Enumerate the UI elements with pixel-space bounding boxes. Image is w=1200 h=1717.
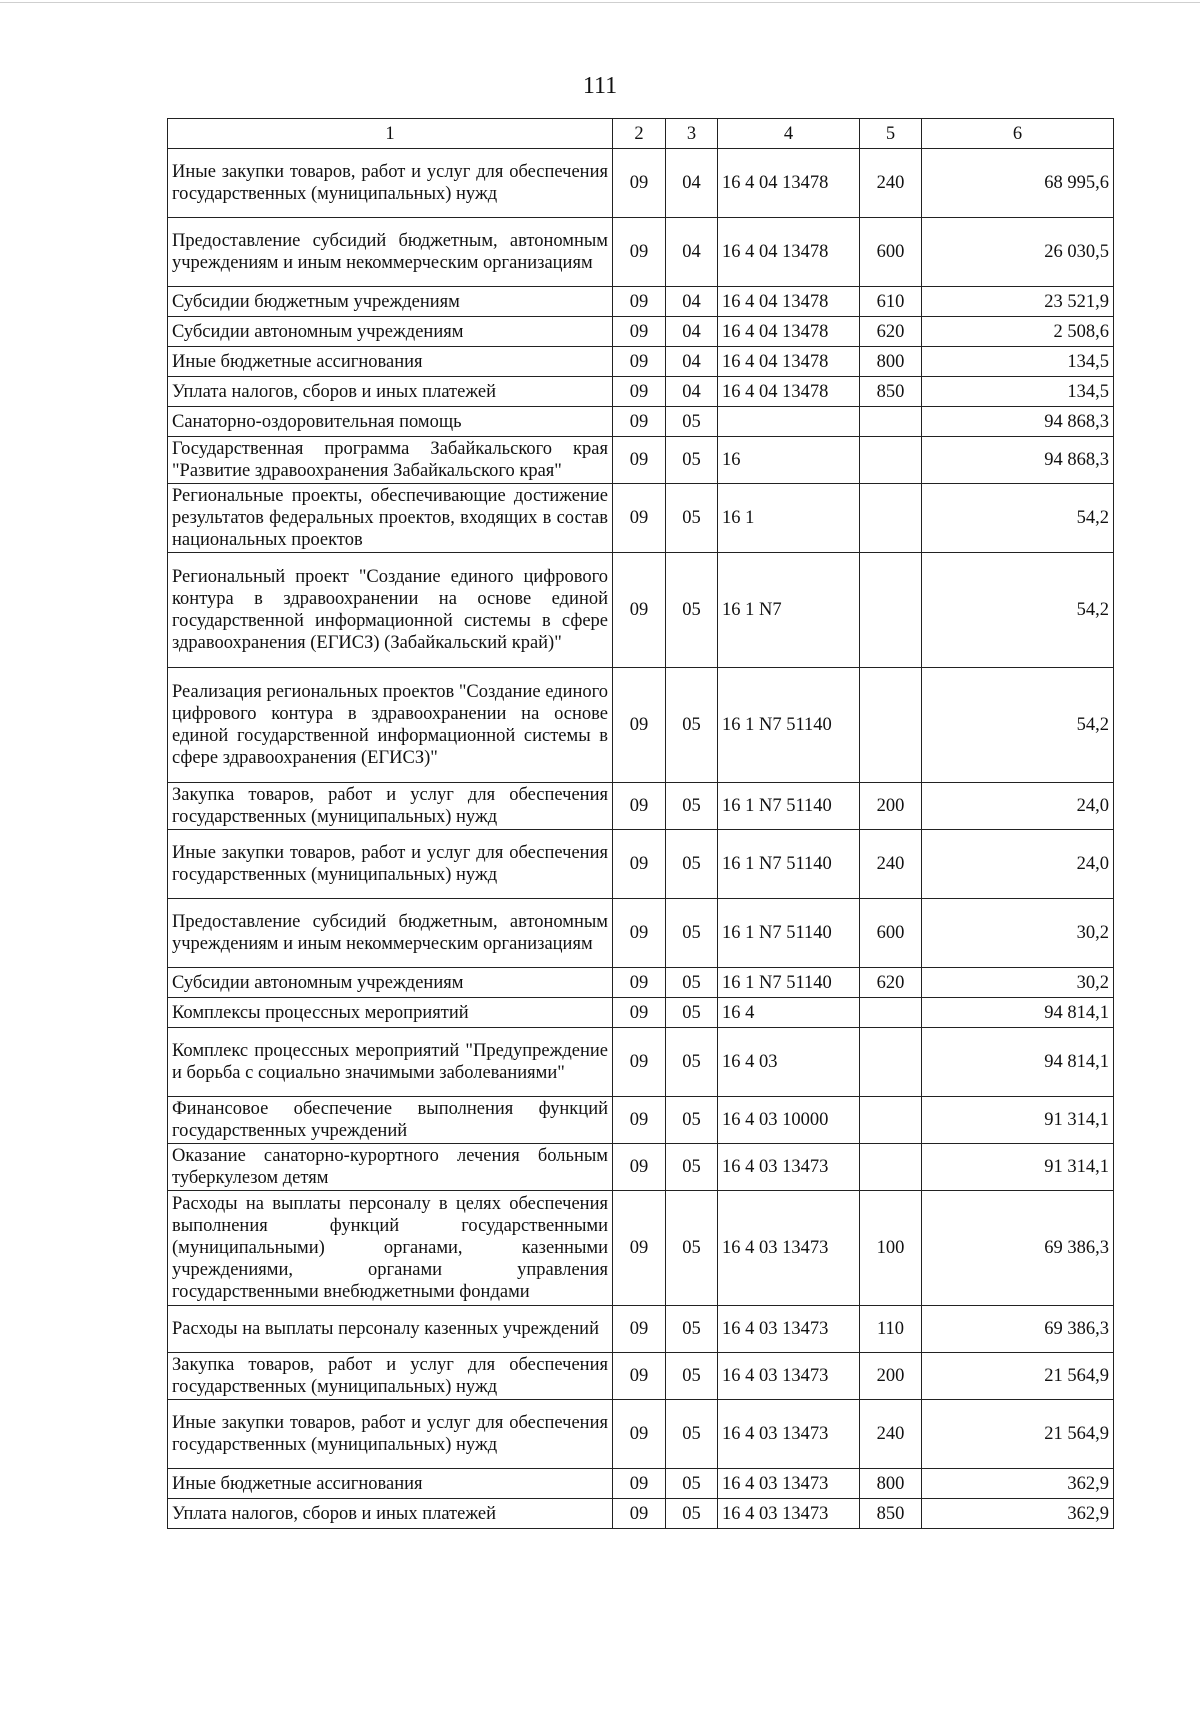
section-code-cell: 09: [613, 347, 666, 377]
target-article-cell: 16 4 03 13473: [718, 1306, 860, 1353]
section-code-cell: 09: [613, 553, 666, 668]
subsection-code-cell: 04: [666, 287, 718, 317]
subsection-code-cell: 04: [666, 377, 718, 407]
section-code-cell: 09: [613, 218, 666, 287]
expense-type-cell: 240: [860, 1400, 922, 1469]
expense-type-cell: [860, 1097, 922, 1144]
target-article-cell: 16 4 03 10000: [718, 1097, 860, 1144]
table-row: [168, 553, 1114, 668]
section-code-cell: 09: [613, 830, 666, 899]
table-row: [168, 484, 1114, 553]
expense-type-cell: 110: [860, 1306, 922, 1353]
target-article-cell: 16 4 03 13473: [718, 1353, 860, 1400]
section-code-cell: 09: [613, 783, 666, 830]
expense-type-cell: [860, 1144, 922, 1191]
subsection-code-cell: 05: [666, 407, 718, 437]
amount-cell: 54,2: [922, 553, 1114, 668]
amount-cell: 68 995,6: [922, 149, 1114, 218]
table-row: [168, 830, 1114, 899]
table-row: [168, 668, 1114, 783]
budget-table: [167, 118, 1114, 1529]
subsection-code-cell: 05: [666, 1097, 718, 1144]
expense-name-cell: Финансовое обеспечение выполнения функций государственных учреждений: [168, 1097, 613, 1144]
target-article-cell: 16 4: [718, 998, 860, 1028]
amount-cell: 69 386,3: [922, 1191, 1114, 1306]
target-article-cell: 16 4 04 13478: [718, 287, 860, 317]
expense-type-cell: [860, 437, 922, 484]
header-row: [168, 119, 1114, 149]
section-code-cell: 09: [613, 1028, 666, 1097]
subsection-code-cell: 05: [666, 1306, 718, 1353]
section-code-cell: 09: [613, 317, 666, 347]
target-article-cell: 16 4 03: [718, 1028, 860, 1097]
section-code-cell: 09: [613, 1097, 666, 1144]
expense-name-cell: Иные закупки товаров, работ и услуг для обеспечения государственных (муниципальных) нужд: [168, 149, 613, 218]
subsection-code-cell: 04: [666, 347, 718, 377]
section-code-cell: 09: [613, 668, 666, 783]
expense-type-cell: 600: [860, 218, 922, 287]
section-code-cell: 09: [613, 1191, 666, 1306]
expense-type-cell: [860, 484, 922, 553]
subsection-code-cell: 05: [666, 998, 718, 1028]
target-article-cell: 16 4 04 13478: [718, 377, 860, 407]
expense-name-cell: Иные бюджетные ассигнования: [168, 1469, 613, 1499]
expense-type-cell: 600: [860, 899, 922, 968]
section-code-cell: 09: [613, 1306, 666, 1353]
table-row: [168, 287, 1114, 317]
subsection-code-cell: 05: [666, 484, 718, 553]
section-code-cell: 09: [613, 1400, 666, 1469]
expense-type-cell: [860, 553, 922, 668]
section-code-cell: 09: [613, 149, 666, 218]
subsection-code-cell: 05: [666, 668, 718, 783]
target-article-cell: 16 1: [718, 484, 860, 553]
column-header: 6: [922, 119, 1114, 149]
section-code-cell: 09: [613, 1469, 666, 1499]
expense-name-cell: Расходы на выплаты персоналу в целях обеспечения выполнения функций государственными (муниципальными) органами, казенными учреждениями, органами управления государственными внебюджетными фондами: [168, 1191, 613, 1306]
section-code-cell: 09: [613, 1353, 666, 1400]
expense-name-cell: Закупка товаров, работ и услуг для обеспечения государственных (муниципальных) нужд: [168, 1353, 613, 1400]
table-row: [168, 407, 1114, 437]
expense-name-cell: Оказание санаторно-курортного лечения больным туберкулезом детям: [168, 1144, 613, 1191]
section-code-cell: 09: [613, 968, 666, 998]
amount-cell: 94 868,3: [922, 437, 1114, 484]
amount-cell: 94 814,1: [922, 1028, 1114, 1097]
subsection-code-cell: 05: [666, 968, 718, 998]
table-row: [168, 1144, 1114, 1191]
target-article-cell: 16 4 04 13478: [718, 218, 860, 287]
amount-cell: 54,2: [922, 668, 1114, 783]
subsection-code-cell: 04: [666, 218, 718, 287]
amount-cell: 94 814,1: [922, 998, 1114, 1028]
target-article-cell: 16 4 03 13473: [718, 1144, 860, 1191]
column-header: 5: [860, 119, 922, 149]
expense-name-cell: Комплексы процессных мероприятий: [168, 998, 613, 1028]
section-code-cell: 09: [613, 287, 666, 317]
subsection-code-cell: 05: [666, 1191, 718, 1306]
subsection-code-cell: 04: [666, 149, 718, 218]
section-code-cell: 09: [613, 484, 666, 553]
table-row: [168, 1469, 1114, 1499]
amount-cell: 134,5: [922, 347, 1114, 377]
expense-type-cell: [860, 407, 922, 437]
section-code-cell: 09: [613, 437, 666, 484]
target-article-cell: 16 4 04 13478: [718, 317, 860, 347]
table-row: [168, 1400, 1114, 1469]
expense-type-cell: [860, 668, 922, 783]
expense-name-cell: Закупка товаров, работ и услуг для обеспечения государственных (муниципальных) нужд: [168, 783, 613, 830]
subsection-code-cell: 05: [666, 783, 718, 830]
subsection-code-cell: 05: [666, 899, 718, 968]
expense-name-cell: Субсидии автономным учреждениям: [168, 317, 613, 347]
amount-cell: 24,0: [922, 830, 1114, 899]
table-row: [168, 1028, 1114, 1097]
target-article-cell: 16 1 N7 51140: [718, 968, 860, 998]
amount-cell: 26 030,5: [922, 218, 1114, 287]
section-code-cell: 09: [613, 1499, 666, 1529]
target-article-cell: 16 4 04 13478: [718, 347, 860, 377]
table-row: [168, 1097, 1114, 1144]
expense-type-cell: 200: [860, 1353, 922, 1400]
amount-cell: 21 564,9: [922, 1400, 1114, 1469]
section-code-cell: 09: [613, 377, 666, 407]
table-row: [168, 218, 1114, 287]
amount-cell: 69 386,3: [922, 1306, 1114, 1353]
expense-name-cell: Предоставление субсидий бюджетным, автономным учреждениям и иным некоммерческим организациям: [168, 218, 613, 287]
amount-cell: 54,2: [922, 484, 1114, 553]
subsection-code-cell: 05: [666, 1499, 718, 1529]
expense-type-cell: [860, 998, 922, 1028]
expense-name-cell: Субсидии автономным учреждениям: [168, 968, 613, 998]
table-row: [168, 149, 1114, 218]
expense-type-cell: 100: [860, 1191, 922, 1306]
column-header: 1: [168, 119, 613, 149]
column-header: 4: [718, 119, 860, 149]
amount-cell: 91 314,1: [922, 1144, 1114, 1191]
expense-name-cell: Уплата налогов, сборов и иных платежей: [168, 1499, 613, 1529]
expense-name-cell: Иные бюджетные ассигнования: [168, 347, 613, 377]
target-article-cell: 16: [718, 437, 860, 484]
amount-cell: 362,9: [922, 1499, 1114, 1529]
subsection-code-cell: 05: [666, 553, 718, 668]
table-row: [168, 899, 1114, 968]
expense-type-cell: 240: [860, 830, 922, 899]
amount-cell: 2 508,6: [922, 317, 1114, 347]
expense-name-cell: Региональный проект "Создание единого цифрового контура в здравоохранении на основе единой государственной информационной системы в сфере здравоохранения (ЕГИСЗ) (Забайкальский край)": [168, 553, 613, 668]
amount-cell: 30,2: [922, 899, 1114, 968]
expense-type-cell: [860, 1028, 922, 1097]
section-code-cell: 09: [613, 899, 666, 968]
table-row: [168, 377, 1114, 407]
expense-name-cell: Предоставление субсидий бюджетным, автономным учреждениям и иным некоммерческим организациям: [168, 899, 613, 968]
section-code-cell: 09: [613, 407, 666, 437]
subsection-code-cell: 05: [666, 1400, 718, 1469]
section-code-cell: 09: [613, 1144, 666, 1191]
amount-cell: 30,2: [922, 968, 1114, 998]
amount-cell: 21 564,9: [922, 1353, 1114, 1400]
expense-name-cell: Региональные проекты, обеспечивающие достижение результатов федеральных проектов, входящих в состав национальных проектов: [168, 484, 613, 553]
amount-cell: 91 314,1: [922, 1097, 1114, 1144]
column-header: 3: [666, 119, 718, 149]
subsection-code-cell: 05: [666, 437, 718, 484]
subsection-code-cell: 05: [666, 1469, 718, 1499]
subsection-code-cell: 05: [666, 830, 718, 899]
target-article-cell: 16 1 N7: [718, 553, 860, 668]
expense-name-cell: Иные закупки товаров, работ и услуг для обеспечения государственных (муниципальных) нужд: [168, 1400, 613, 1469]
target-article-cell: 16 4 03 13473: [718, 1469, 860, 1499]
expense-name-cell: Уплата налогов, сборов и иных платежей: [168, 377, 613, 407]
target-article-cell: 16 1 N7 51140: [718, 830, 860, 899]
table-row: [168, 317, 1114, 347]
expense-name-cell: Субсидии бюджетным учреждениям: [168, 287, 613, 317]
table-row: [168, 1353, 1114, 1400]
expense-name-cell: Иные закупки товаров, работ и услуг для обеспечения государственных (муниципальных) нужд: [168, 830, 613, 899]
table-row: [168, 1306, 1114, 1353]
expense-type-cell: 850: [860, 377, 922, 407]
subsection-code-cell: 05: [666, 1028, 718, 1097]
expense-type-cell: 800: [860, 1469, 922, 1499]
target-article-cell: [718, 407, 860, 437]
expense-type-cell: 800: [860, 347, 922, 377]
amount-cell: 23 521,9: [922, 287, 1114, 317]
amount-cell: 94 868,3: [922, 407, 1114, 437]
column-header: 2: [613, 119, 666, 149]
page-number: 111: [582, 73, 618, 99]
table-row: [168, 1499, 1114, 1529]
table-row: [168, 437, 1114, 484]
target-article-cell: 16 1 N7 51140: [718, 783, 860, 830]
target-article-cell: 16 4 03 13473: [718, 1191, 860, 1306]
table-row: [168, 968, 1114, 998]
table-row: [168, 1191, 1114, 1306]
expense-type-cell: 610: [860, 287, 922, 317]
expense-type-cell: 200: [860, 783, 922, 830]
subsection-code-cell: 04: [666, 317, 718, 347]
section-code-cell: 09: [613, 998, 666, 1028]
table-body: [168, 149, 1114, 1529]
target-article-cell: 16 1 N7 51140: [718, 668, 860, 783]
subsection-code-cell: 05: [666, 1353, 718, 1400]
expense-type-cell: 620: [860, 317, 922, 347]
expense-name-cell: Государственная программа Забайкальского края "Развитие здравоохранения Забайкальского края": [168, 437, 613, 484]
expense-type-cell: 850: [860, 1499, 922, 1529]
target-article-cell: 16 4 03 13473: [718, 1499, 860, 1529]
table-row: [168, 998, 1114, 1028]
expense-name-cell: Расходы на выплаты персоналу казенных учреждений: [168, 1306, 613, 1353]
expense-name-cell: Комплекс процессных мероприятий "Предупреждение и борьба с социально значимыми заболеваниями": [168, 1028, 613, 1097]
target-article-cell: 16 4 03 13473: [718, 1400, 860, 1469]
expense-name-cell: Реализация региональных проектов "Создание единого цифрового контура в здравоохранении на основе единой государственной информационной системы в сфере здравоохранения (ЕГИСЗ)": [168, 668, 613, 783]
expense-type-cell: 240: [860, 149, 922, 218]
table-row: [168, 347, 1114, 377]
amount-cell: 362,9: [922, 1469, 1114, 1499]
target-article-cell: 16 4 04 13478: [718, 149, 860, 218]
subsection-code-cell: 05: [666, 1144, 718, 1191]
expense-name-cell: Санаторно-оздоровительная помощь: [168, 407, 613, 437]
scan-edge-line: [0, 2, 1200, 3]
amount-cell: 24,0: [922, 783, 1114, 830]
table-row: [168, 783, 1114, 830]
target-article-cell: 16 1 N7 51140: [718, 899, 860, 968]
amount-cell: 134,5: [922, 377, 1114, 407]
expense-type-cell: 620: [860, 968, 922, 998]
